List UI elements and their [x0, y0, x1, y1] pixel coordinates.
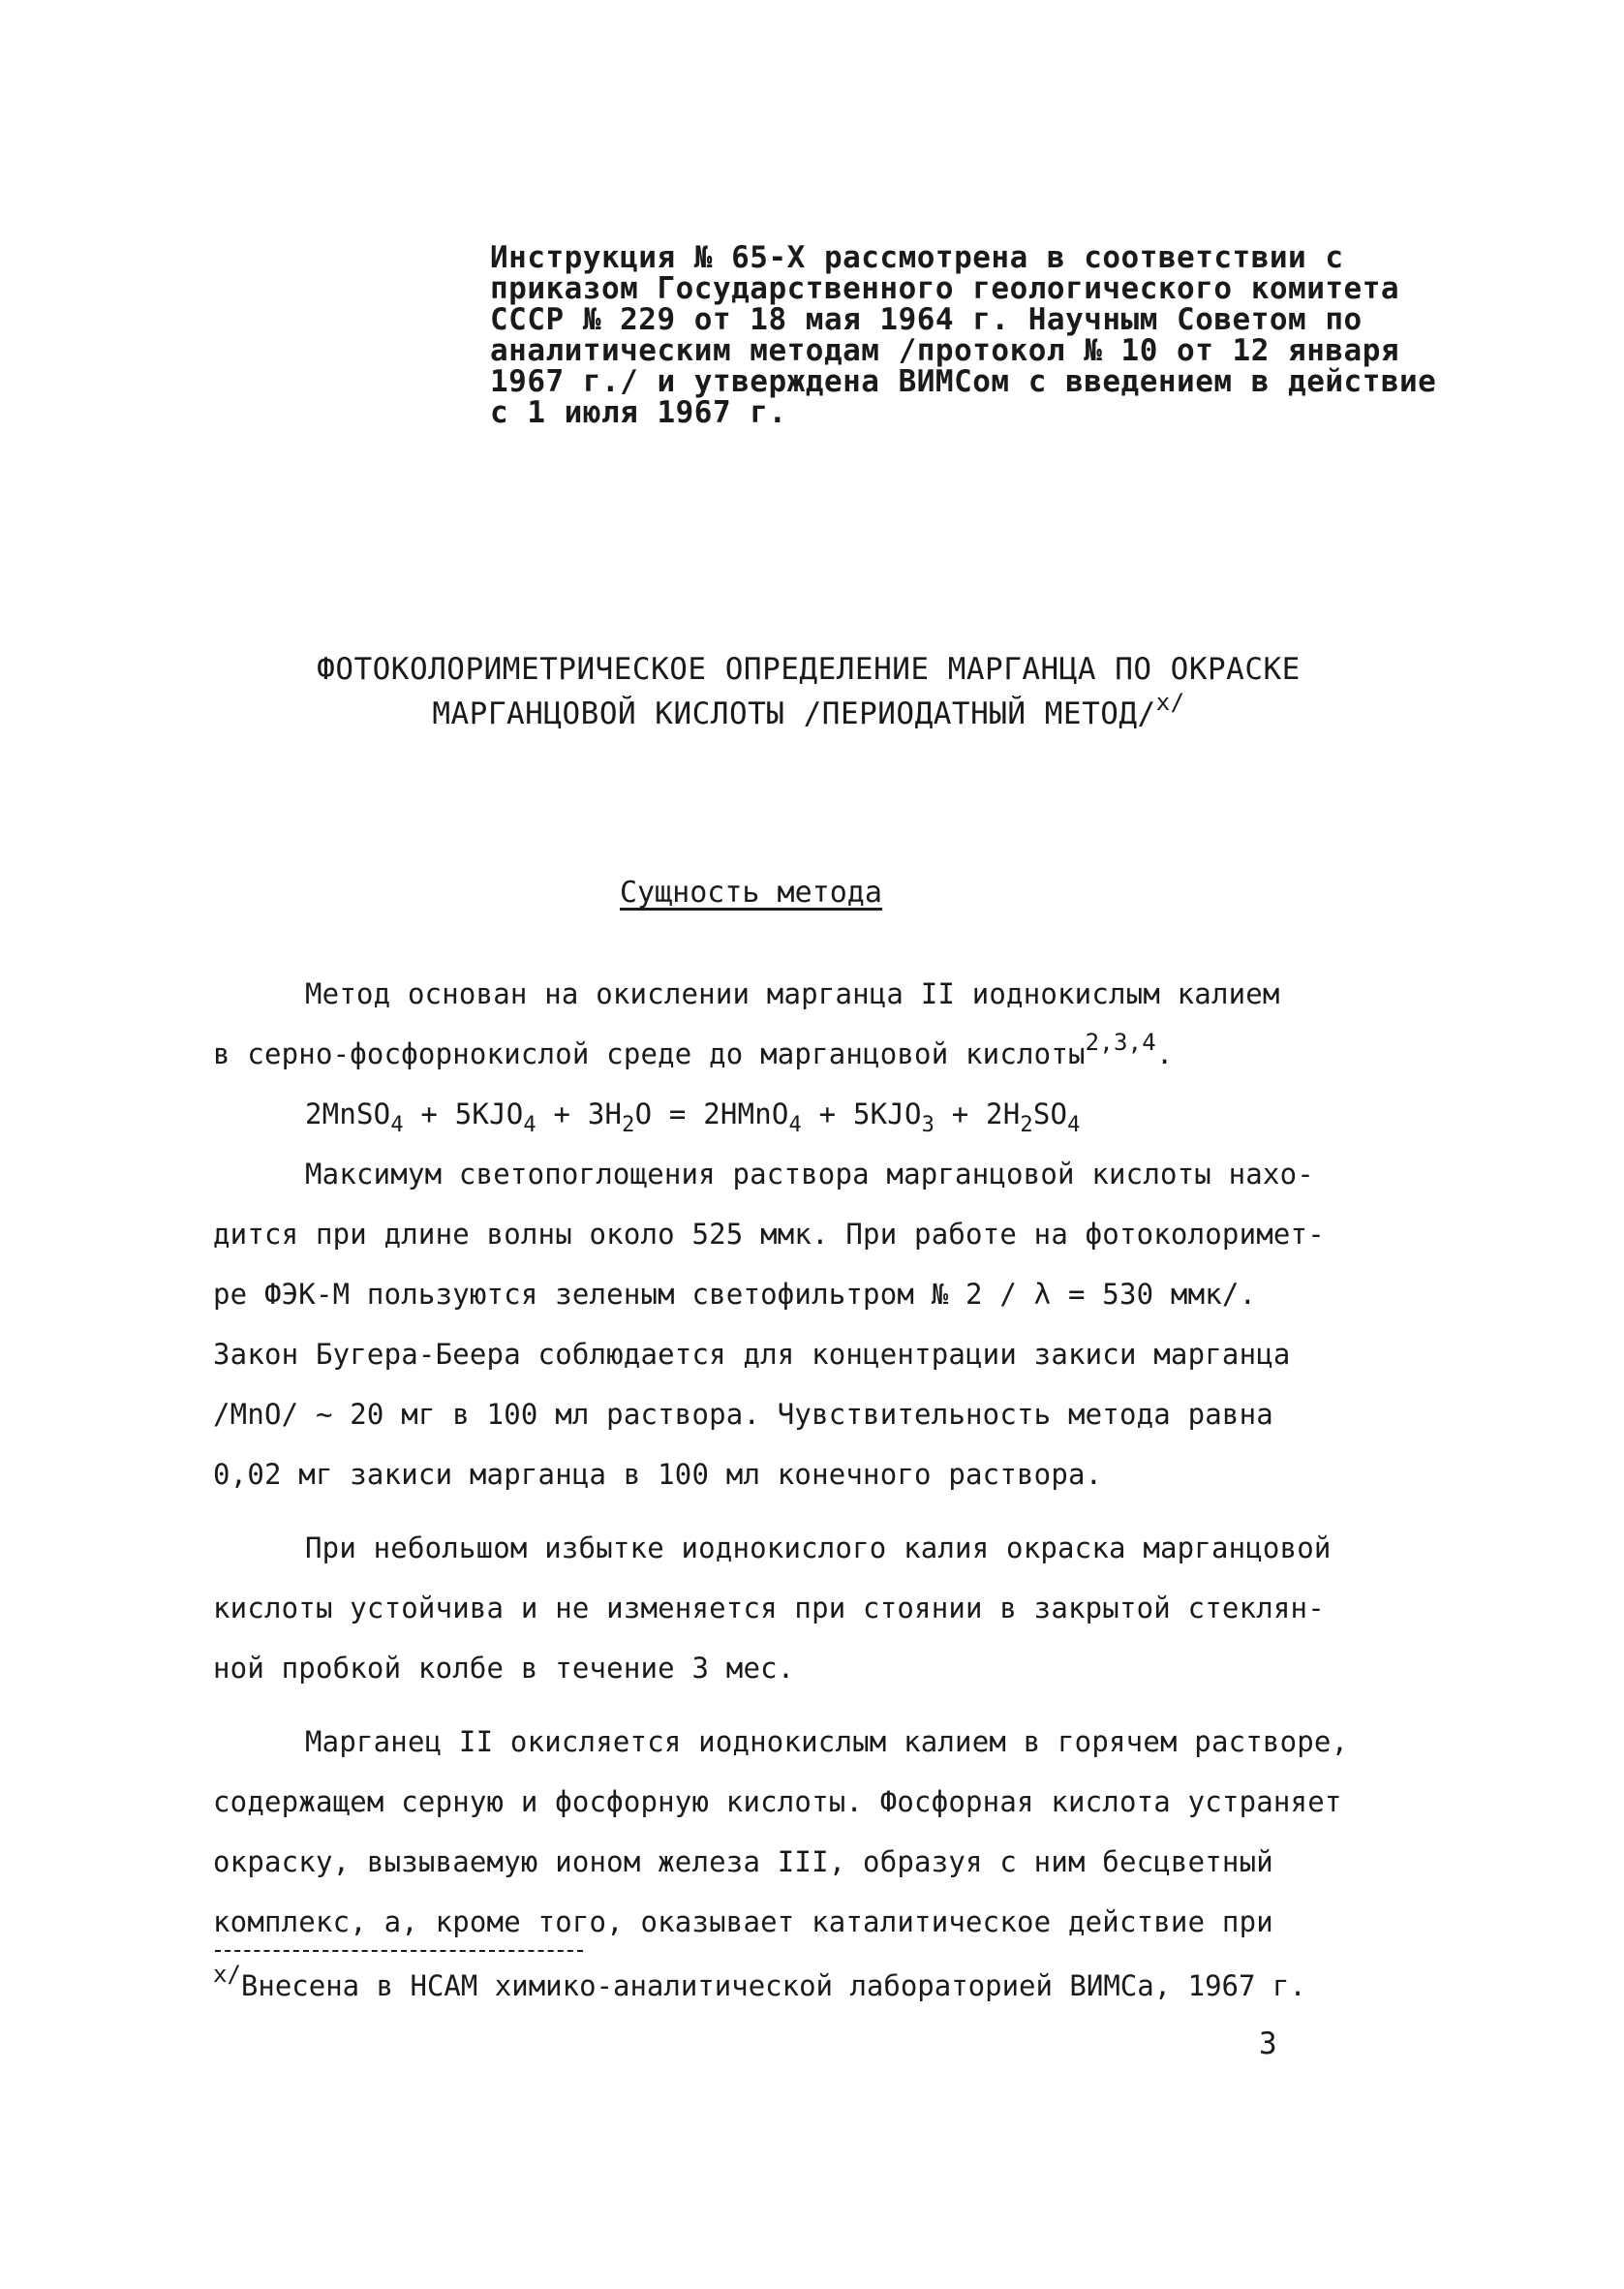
footnote-text: Внесена в НСАМ химико-аналитической лабораторией ВИМСа, 1967 г. [240, 1969, 1306, 2002]
equation-subscript: 4 [390, 1113, 404, 1137]
approval-note [490, 242, 1478, 428]
paragraph-1-line [213, 1024, 1462, 1084]
footnote-mark: x/ [213, 1961, 241, 1988]
paragraph-2-line: Максимум светопоглощения раствора марганцовой кислоты нахо- [305, 1158, 1314, 1191]
title-line-1: ФОТОКОЛОРИМЕТРИЧЕСКОЕ ОПРЕДЕЛЕНИЕ МАРГАНЦА ПО ОКРАСКЕ [317, 652, 1301, 687]
equation-term: + 2H [935, 1098, 1021, 1130]
paragraph-1-line: Метод основан на окислении марганца II иоднокислым калием [305, 977, 1280, 1010]
paragraph-3-line: ной пробкой колбе в течение 3 мес. [213, 1652, 795, 1685]
equation-subscript: 3 [921, 1113, 935, 1137]
body-text [213, 964, 1462, 1952]
document-title [194, 647, 1424, 736]
equation-subscript: 4 [1067, 1113, 1081, 1137]
equation-term: SO [1032, 1098, 1068, 1130]
paragraph-2-line: /MnO/ ~ 20 мг в 100 мл раствора. Чувствительность метода равна [213, 1398, 1273, 1431]
approval-note-line: СССР № 229 от 18 мая 1964 г. Научным Советом по [490, 302, 1363, 337]
approval-note-line: с 1 июля 1967 г. [490, 395, 787, 430]
paragraph-4-line: комплекс, а, кроме того, оказывает каталитическое действие при [213, 1905, 1273, 1938]
equation-term: + 5KJO [403, 1098, 524, 1130]
equation-term: + 3H [536, 1098, 623, 1130]
equation-term: 2MnSO [305, 1098, 391, 1130]
paragraph-1-text: в серно-фосфорнокислой среде до марганцовой кислоты [213, 1037, 1086, 1070]
paragraph-1-period: . [1155, 1037, 1174, 1070]
paragraph-4-line: Марганец II окисляется иоднокислым калием в горячем растворе, [305, 1725, 1349, 1758]
paragraph-2-line: 0,02 мг закиси марганца в 100 мл конечного раствора. [213, 1458, 1103, 1491]
paragraph-4-line: содержащем серную и фосфорную кислоты. Фосфорная кислота устраняет [213, 1785, 1342, 1818]
paragraph-3-line: При небольшом избытке иоднокислого калия окраска марганцовой [305, 1531, 1332, 1564]
reaction-equation [305, 1084, 1462, 1144]
paragraph-2-line: ре ФЭК-М пользуются зеленым светофильтром № 2 / λ = 530 ммк/. [213, 1278, 1257, 1311]
paragraph-4-line: окраску, вызываемую ионом железа III, образуя с ним бесцветный [213, 1845, 1273, 1878]
equation-term: + 5KJO [802, 1098, 922, 1130]
equation-subscript: 4 [788, 1113, 802, 1137]
approval-note-line: 1967 г./ и утверждена ВИМСом с введением в действие [490, 364, 1437, 399]
approval-note-line: аналитическим методам /протокол № 10 от 12 января [490, 333, 1400, 368]
page-number: 3 [1259, 2026, 1277, 2061]
reference-numbers: 2,3,4 [1085, 1029, 1156, 1056]
paragraph-2-line: Закон Бугера-Беера соблюдается для концентрации закиси марганца [213, 1338, 1291, 1371]
title-footnote-mark: x/ [1155, 689, 1185, 716]
paragraph-2-line: дится при длине волны около 525 ммк. При работе на фотоколоримет- [213, 1218, 1325, 1251]
paragraph-gap [213, 1504, 1462, 1518]
footnote [213, 1961, 1472, 2005]
equation-subscript: 2 [1020, 1113, 1033, 1137]
equation-subscript: 2 [622, 1113, 635, 1137]
paragraph-gap [213, 1698, 1462, 1712]
title-line-2-text: МАРГАНЦОВОЙ КИСЛОТЫ /ПЕРИОДАТНЫЙ МЕТОД/ [432, 696, 1156, 731]
approval-note-line: Инструкция № 65-Х рассмотрена в соответствии с [490, 240, 1344, 275]
equation-term: O = 2HMnO [634, 1098, 789, 1130]
title-line-2 [194, 689, 1424, 736]
paragraph-3-line: кислоты устойчива и не изменяется при стоянии в закрытой стеклян- [213, 1592, 1325, 1624]
equation-subscript: 4 [523, 1113, 536, 1137]
section-heading: Сущность метода [620, 876, 882, 910]
approval-note-line: приказом Государственного геологического комитета [490, 271, 1400, 306]
footnote-divider [215, 1950, 583, 1952]
